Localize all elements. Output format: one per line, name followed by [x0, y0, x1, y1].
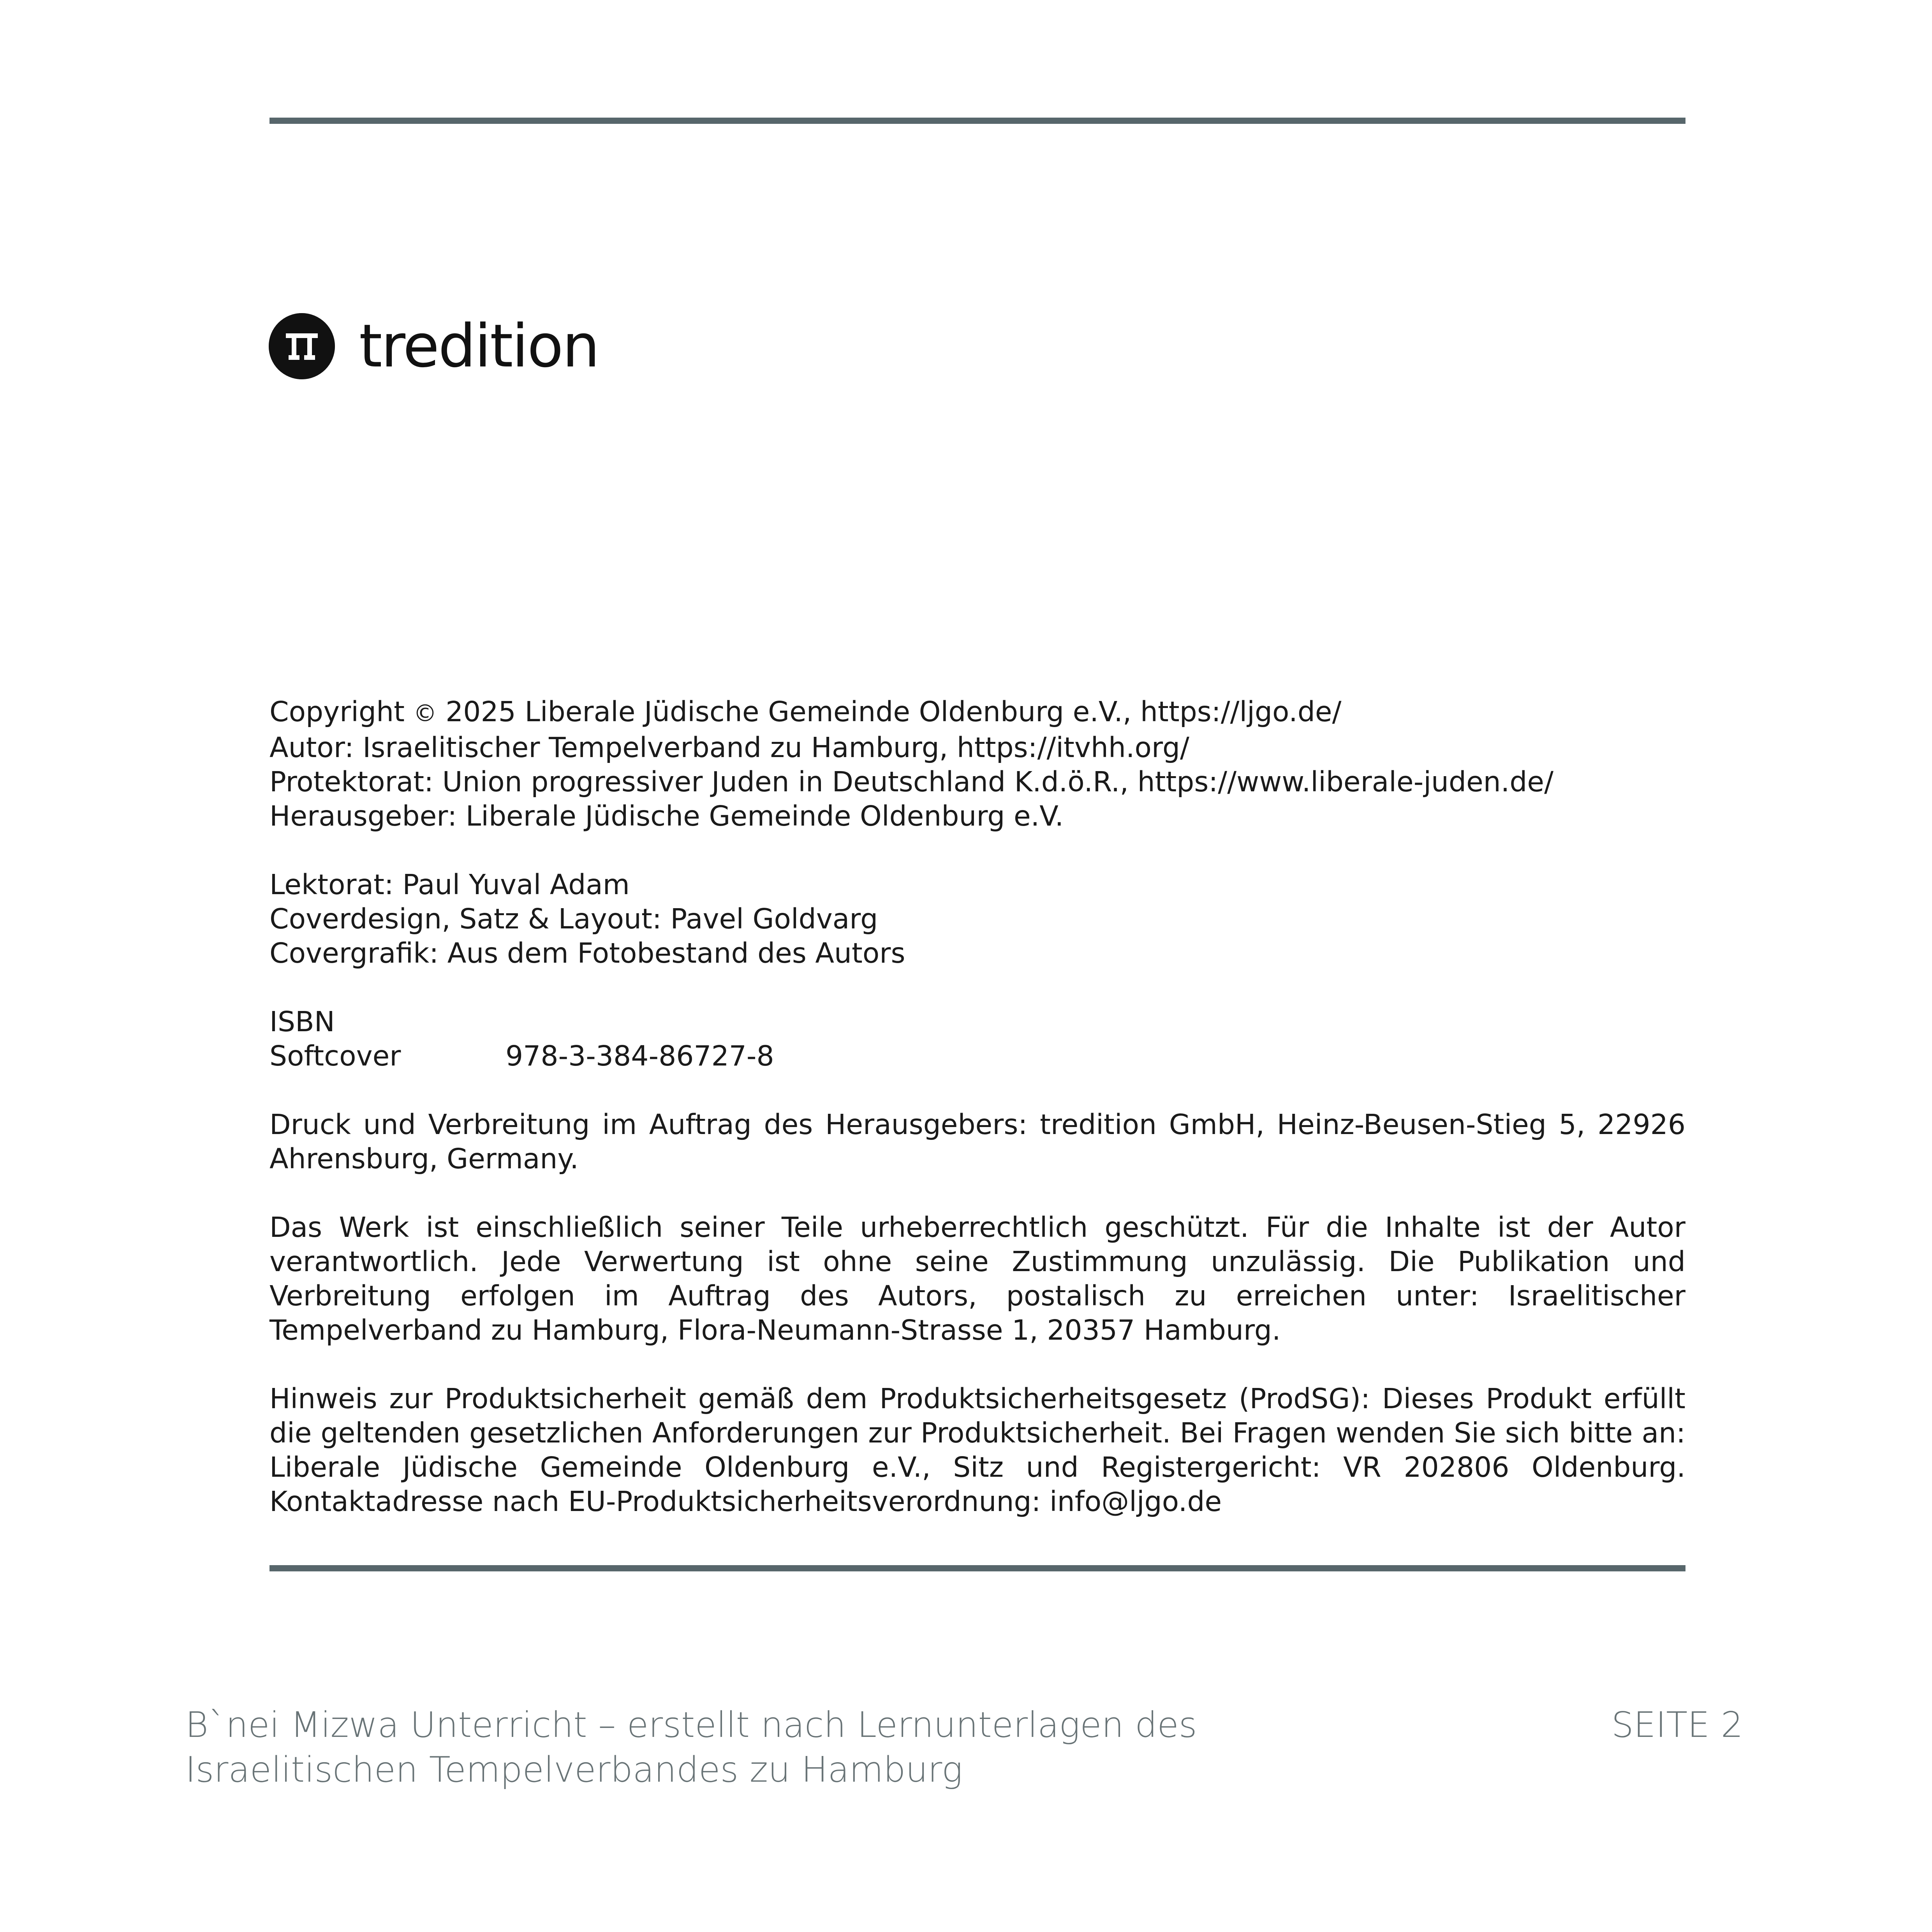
copyright-label: Copyright: [269, 696, 405, 728]
safety-paragraph: Hinweis zur Produktsicherheit gemäß dem Produktsicherheitsgesetz (ProdSG): Dieses Produkt erfüllt die geltenden gesetzlichen Anforderungen zur Produktsicherheit. Bei Fragen wenden Sie sich bitte an: Liberale Jüdische Gemeinde Oldenburg e.V., Sitz und Registergericht: VR 202806 Oldenburg. Kontaktadresse nach EU-Produktsicherheitsverordnung: info@ljgo.de: [269, 1383, 1685, 1518]
copyright-text: 2025 Liberale Jüdische Gemeinde Oldenburg e.V., https://ljgo.de/: [446, 696, 1342, 728]
isbn-format: Softcover: [269, 1040, 401, 1072]
publisher-line: Herausgeber: Liberale Jüdische Gemeinde Oldenburg e.V.: [269, 800, 1064, 832]
rights-paragraph: Das Werk ist einschließlich seiner Teile urheberrechtlich geschützt. Für die Inhalte ist der Autor verantwortlich. Jede Verwertung ist ohne seine Zustimmung unzulässig. Die Publikation und Verbreitung erfolgen im Auftrag des Autors, postalisch zu erreichen unter: Israelitischer Tempelverband zu Hamburg, Flora-Neumann-Strasse 1, 20357 Hamburg.: [269, 1211, 1685, 1346]
design-line: Coverdesign, Satz & Layout: Pavel Goldvarg: [269, 903, 878, 935]
isbn-number: 978-3-384-86727-8: [505, 1040, 774, 1072]
editing-line: Lektorat: Paul Yuval Adam: [269, 868, 630, 901]
footer-title-line-1: B`nei Mizwa Unterricht – erstellt nach Lernunterlagen des: [185, 1705, 1197, 1745]
protectorate-line: Protektorat: Union progressiver Juden in Deutschland K.d.ö.R., https://www.liberale-juden.de/: [269, 766, 1554, 798]
copyright-symbol: ©: [413, 700, 437, 727]
cover-graphic-line: Covergrafik: Aus dem Fotobestand des Autors: [269, 937, 905, 969]
tredition-logo: [269, 313, 599, 379]
tredition-logo-mark-icon: [269, 313, 335, 379]
page-number: SEITE 2: [1611, 1705, 1743, 1745]
print-paragraph: Druck und Verbreitung im Auftrag des Herausgebers: tredition GmbH, Heinz-Beusen-Stieg 5, 22926 Ahrensburg, Germany.: [269, 1108, 1685, 1175]
logo-wordmark: tredition: [359, 312, 599, 380]
author-line: Autor: Israelitischer Tempelverband zu Hamburg, https://itvhh.org/: [269, 731, 1189, 764]
bottom-divider: [269, 1565, 1685, 1571]
isbn-row: [269, 1039, 1685, 1073]
isbn-heading: ISBN: [269, 1006, 335, 1038]
top-divider: [269, 118, 1685, 124]
copyright-line: [269, 695, 1685, 731]
imprint-block: [269, 695, 1685, 1519]
footer-title: [185, 1703, 1315, 1792]
footer-title-line-2: Israelitischen Tempelverbandes zu Hamburg: [185, 1749, 963, 1790]
